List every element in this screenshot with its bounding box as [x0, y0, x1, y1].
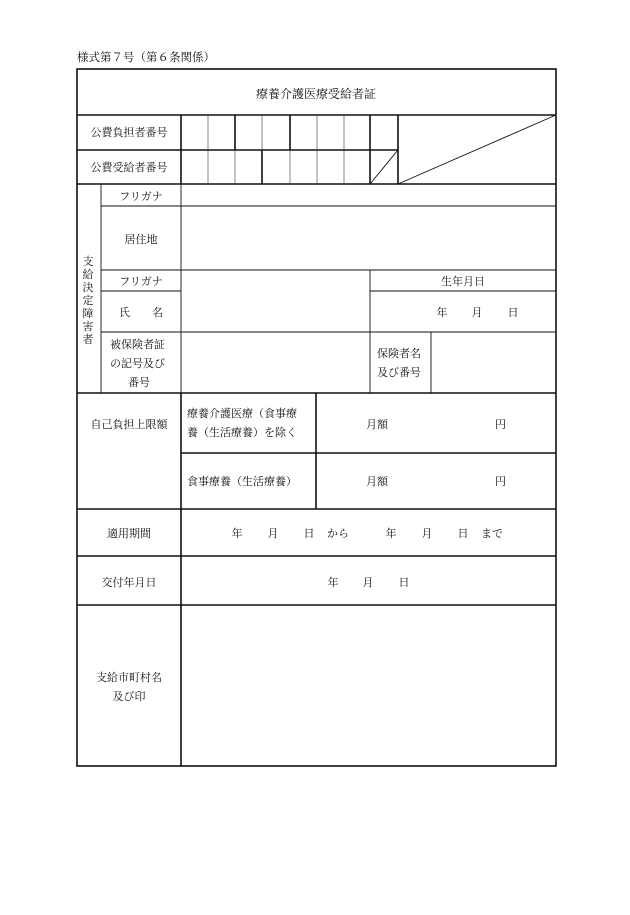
birth-day-unit: 日 [507, 306, 519, 319]
birthdate-label: 生年月日 [441, 275, 485, 288]
residence-label: 居住地 [124, 233, 158, 246]
yen-label: 円 [495, 418, 506, 431]
diagonal-slash-2 [370, 150, 398, 184]
insurer-label: 保険者名 及び番号 [377, 347, 421, 379]
payer-number-label: 公費負担者番号 [90, 126, 168, 139]
medical-care-label: 療養介護医療（食事療 養（生活療養）を除く [187, 407, 297, 439]
copay-limit-label: 自己負担上限額 [90, 418, 168, 431]
birth-year-unit: 年 [436, 306, 448, 319]
form-number: 様式第７号（第６条関係） [77, 50, 215, 64]
validity-to-day: 日 [457, 527, 469, 540]
recipient-number-label: 公費受給者番号 [90, 161, 168, 174]
furigana-label-2: フリガナ [119, 275, 163, 288]
validity-from-month: 月 [267, 527, 279, 540]
issue-month-unit: 月 [362, 576, 374, 589]
meal-care-label: 食事療養（生活療養） [187, 475, 297, 488]
diagonal-slash-1 [398, 115, 556, 184]
issue-date-label: 交付年月日 [101, 576, 157, 589]
section-label-vertical: 支給決定障害者 [82, 255, 94, 346]
validity-to-month: 月 [421, 527, 433, 540]
validity-label: 適用期間 [107, 527, 151, 540]
issue-day-unit: 日 [398, 576, 410, 589]
municipality-label: 支給市町村名 及び印 [96, 671, 162, 703]
validity-from-word: から [327, 527, 349, 540]
document-title: 療養介護医療受給者証 [255, 87, 377, 101]
validity-from-day: 日 [303, 527, 315, 540]
name-label: 氏 名 [119, 306, 163, 319]
validity-to-word: まで [481, 527, 503, 540]
validity-to-year: 年 [385, 527, 397, 540]
issue-year-unit: 年 [327, 576, 339, 589]
monthly-amount-label: 月額 [366, 418, 388, 431]
yen-label-2: 円 [495, 475, 506, 488]
insurance-card-label: 被保険者証 の記号及び 番号 [110, 338, 165, 389]
furigana-label: フリガナ [119, 190, 163, 203]
validity-from-year: 年 [231, 527, 243, 540]
birth-month-unit: 月 [471, 306, 483, 319]
monthly-amount-label-2: 月額 [366, 475, 388, 488]
